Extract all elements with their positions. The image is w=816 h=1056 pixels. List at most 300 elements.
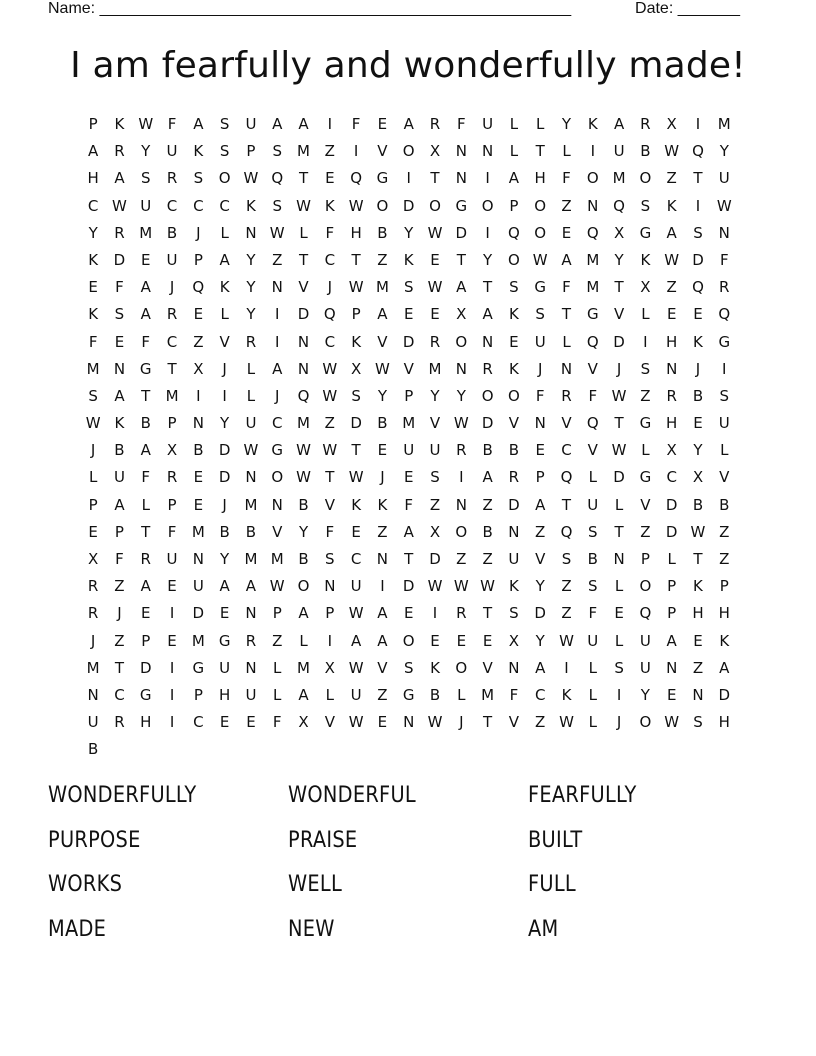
grid-letter[interactable]: W (453, 577, 469, 596)
grid-letter[interactable]: E (141, 604, 151, 623)
grid-letter[interactable]: F (535, 386, 545, 405)
grid-letter[interactable]: Q (613, 196, 625, 215)
grid-letter[interactable]: R (114, 713, 125, 732)
grid-letter[interactable]: L (273, 685, 282, 704)
grid-letter[interactable]: Z (719, 550, 730, 568)
grid-letter[interactable]: Y (246, 305, 256, 324)
grid-letter[interactable]: S (219, 142, 230, 161)
grid-letter[interactable]: A (114, 386, 125, 405)
grid-letter[interactable]: K (403, 250, 414, 269)
grid-letter[interactable]: V (298, 278, 309, 297)
grid-letter[interactable]: D (508, 495, 520, 514)
grid-letter[interactable]: Y (298, 522, 309, 541)
grid-letter[interactable]: T (483, 713, 493, 732)
grid-letter[interactable]: L (588, 468, 597, 487)
grid-letter[interactable]: Z (640, 386, 651, 405)
grid-letter[interactable]: K (219, 278, 230, 297)
grid-letter[interactable]: V (377, 332, 388, 351)
grid-letter[interactable]: L (536, 115, 545, 133)
grid-letter[interactable]: N (481, 142, 494, 161)
grid-letter[interactable]: F (456, 115, 466, 133)
grid-letter[interactable]: Z (272, 250, 283, 269)
grid-letter[interactable]: L (509, 115, 519, 133)
grid-letter[interactable]: E (482, 631, 493, 650)
grid-letter[interactable]: L (299, 631, 308, 650)
grid-letter[interactable]: K (324, 196, 335, 215)
grid-letter[interactable]: U (219, 658, 231, 677)
grid-letter[interactable]: S (588, 577, 598, 596)
grid-letter[interactable]: S (535, 305, 545, 324)
grid-letter[interactable]: Y (614, 250, 624, 269)
grid-letter[interactable]: L (246, 359, 256, 378)
grid-letter[interactable]: U (587, 631, 599, 650)
grid-letter[interactable]: E (403, 604, 414, 623)
grid-letter[interactable]: D (218, 468, 231, 487)
grid-letter[interactable]: P (719, 577, 729, 596)
grid-letter[interactable]: O (429, 196, 441, 215)
grid-letter[interactable]: G (455, 196, 468, 215)
grid-letter[interactable]: I (380, 577, 385, 596)
grid-letter[interactable]: C (193, 196, 204, 215)
grid-letter[interactable]: R (87, 577, 99, 596)
grid-letter[interactable]: O (402, 142, 415, 161)
grid-letter[interactable]: E (430, 305, 440, 324)
grid-letter[interactable]: A (666, 631, 677, 650)
grid-letter[interactable]: F (404, 495, 414, 514)
grid-letter[interactable]: Y (693, 441, 703, 460)
grid-letter[interactable]: K (114, 414, 125, 433)
grid-letter[interactable]: P (640, 550, 650, 568)
grid-letter[interactable]: A (114, 169, 125, 188)
grid-letter[interactable]: W (716, 196, 732, 215)
grid-letter[interactable]: M (402, 414, 416, 433)
grid-letter[interactable]: W (664, 142, 680, 161)
grid-letter[interactable]: S (325, 550, 335, 568)
grid-letter[interactable]: D (665, 495, 678, 514)
grid-letter[interactable]: F (141, 468, 151, 487)
grid-letter[interactable]: B (193, 441, 204, 460)
grid-letter[interactable]: S (693, 713, 703, 732)
grid-letter[interactable]: O (481, 386, 494, 405)
grid-letter[interactable]: S (193, 169, 204, 188)
grid-letter[interactable]: W (427, 577, 443, 596)
grid-letter[interactable]: C (166, 332, 178, 351)
grid-letter[interactable]: Z (429, 495, 441, 514)
grid-letter[interactable]: U (403, 441, 415, 460)
grid-letter[interactable]: I (432, 604, 438, 623)
grid-letter[interactable]: K (246, 196, 256, 215)
grid-letter[interactable]: F (509, 685, 519, 704)
grid-letter[interactable]: C (324, 250, 336, 269)
grid-letter[interactable]: B (508, 441, 520, 460)
grid-letter[interactable]: V (508, 414, 520, 433)
grid-letter[interactable]: I (275, 332, 280, 351)
grid-letter[interactable]: I (406, 169, 411, 188)
grid-letter[interactable]: U (245, 414, 257, 433)
grid-letter[interactable]: P (88, 495, 98, 514)
grid-letter[interactable]: S (509, 278, 519, 297)
grid-letter[interactable]: R (482, 359, 493, 378)
grid-letter[interactable]: B (640, 142, 651, 161)
grid-letter[interactable]: Z (666, 169, 677, 188)
grid-letter[interactable]: L (614, 495, 624, 514)
grid-letter[interactable]: U (429, 441, 441, 460)
grid-letter[interactable]: Q (692, 278, 704, 297)
grid-letter[interactable]: P (404, 386, 414, 405)
grid-letter[interactable]: V (377, 658, 388, 677)
grid-letter[interactable]: L (588, 658, 597, 677)
grid-letter[interactable]: M (612, 169, 626, 188)
grid-letter[interactable]: W (348, 713, 364, 732)
grid-letter[interactable]: O (534, 223, 547, 242)
grid-letter[interactable]: T (483, 278, 493, 297)
grid-letter[interactable]: K (88, 305, 99, 324)
grid-letter[interactable]: P (193, 250, 203, 269)
grid-letter[interactable]: Y (483, 250, 493, 269)
grid-letter[interactable]: T (404, 550, 414, 568)
grid-letter[interactable]: R (640, 115, 651, 133)
grid-letter[interactable]: K (508, 577, 519, 596)
grid-letter[interactable]: W (296, 468, 311, 487)
grid-letter[interactable]: Y (377, 386, 387, 405)
grid-letter[interactable]: N (376, 550, 389, 568)
grid-letter[interactable]: R (429, 332, 441, 351)
grid-letter[interactable]: M (297, 414, 310, 433)
grid-letter[interactable]: V (613, 305, 625, 324)
grid-letter[interactable]: V (403, 359, 414, 378)
grid-letter[interactable]: W (559, 631, 574, 650)
grid-letter[interactable]: Z (272, 631, 283, 650)
grid-letter[interactable]: N (324, 577, 336, 596)
grid-letter[interactable]: N (113, 359, 126, 378)
grid-letter[interactable]: E (561, 223, 572, 242)
grid-letter[interactable]: N (87, 685, 99, 704)
grid-letter[interactable]: Z (640, 522, 651, 541)
grid-letter[interactable]: U (482, 115, 494, 133)
grid-letter[interactable]: E (403, 468, 414, 487)
grid-letter[interactable]: J (196, 223, 201, 242)
grid-letter[interactable]: U (166, 250, 178, 269)
grid-letter[interactable]: F (115, 550, 124, 568)
grid-letter[interactable]: X (508, 631, 520, 650)
grid-letter[interactable]: X (666, 115, 677, 133)
grid-letter[interactable]: K (88, 250, 99, 269)
grid-letter[interactable]: F (325, 522, 335, 541)
grid-letter[interactable]: V (219, 332, 230, 351)
grid-letter[interactable]: X (324, 658, 335, 677)
grid-letter[interactable]: U (192, 577, 204, 596)
grid-letter[interactable]: L (88, 468, 98, 487)
grid-letter[interactable]: A (403, 115, 414, 133)
grid-letter[interactable]: Z (666, 278, 677, 297)
grid-letter[interactable]: B (140, 414, 151, 433)
grid-letter[interactable]: B (692, 386, 704, 405)
grid-letter[interactable]: I (327, 631, 333, 650)
grid-letter[interactable]: T (430, 169, 440, 188)
grid-letter[interactable]: S (272, 142, 282, 161)
grid-letter[interactable]: S (614, 658, 624, 677)
grid-letter[interactable]: M (270, 550, 284, 568)
grid-letter[interactable]: W (348, 468, 364, 487)
grid-letter[interactable]: N (613, 550, 625, 568)
grid-letter[interactable]: I (590, 142, 595, 161)
grid-letter[interactable]: J (90, 631, 96, 650)
grid-letter[interactable]: H (140, 713, 152, 732)
grid-letter[interactable]: Z (456, 550, 467, 568)
grid-letter[interactable]: A (298, 685, 309, 704)
grid-letter[interactable]: B (692, 495, 704, 514)
grid-letter[interactable]: E (456, 631, 467, 650)
grid-letter[interactable]: Y (220, 414, 230, 433)
grid-letter[interactable]: X (193, 359, 204, 378)
grid-letter[interactable]: X (613, 223, 625, 242)
grid-letter[interactable]: U (718, 414, 730, 433)
grid-letter[interactable]: V (324, 713, 335, 732)
grid-letter[interactable]: L (220, 223, 229, 242)
grid-letter[interactable]: E (509, 332, 519, 351)
grid-letter[interactable]: E (88, 522, 98, 541)
grid-letter[interactable]: N (692, 685, 704, 704)
grid-letter[interactable]: B (482, 441, 493, 460)
grid-letter[interactable]: T (614, 414, 624, 433)
grid-letter[interactable]: T (693, 550, 703, 568)
grid-letter[interactable]: U (508, 550, 520, 568)
grid-letter[interactable]: Z (377, 685, 388, 704)
grid-letter[interactable]: G (139, 685, 152, 704)
grid-letter[interactable]: R (429, 115, 441, 133)
grid-letter[interactable]: W (427, 713, 443, 732)
grid-letter[interactable]: W (296, 441, 311, 460)
grid-letter[interactable]: P (272, 604, 282, 623)
grid-letter[interactable]: E (693, 414, 703, 433)
grid-letter[interactable]: A (535, 495, 546, 514)
grid-letter[interactable]: R (456, 604, 467, 623)
grid-letter[interactable]: E (141, 250, 151, 269)
grid-letter[interactable]: H (534, 169, 546, 188)
grid-letter[interactable]: S (351, 386, 361, 405)
grid-letter[interactable]: Z (324, 414, 335, 433)
grid-letter[interactable]: X (666, 441, 677, 460)
grid-letter[interactable]: S (272, 196, 282, 215)
grid-letter[interactable]: H (218, 685, 231, 704)
grid-letter[interactable]: N (455, 359, 467, 378)
grid-letter[interactable]: G (376, 169, 389, 188)
grid-letter[interactable]: X (456, 305, 467, 324)
grid-letter[interactable]: K (693, 332, 703, 351)
grid-letter[interactable]: Q (586, 223, 599, 242)
grid-letter[interactable]: B (245, 522, 257, 541)
grid-letter[interactable]: S (114, 305, 125, 324)
grid-letter[interactable]: B (114, 441, 125, 460)
grid-letter[interactable]: Y (719, 142, 729, 161)
grid-letter[interactable]: W (322, 441, 338, 460)
grid-letter[interactable]: L (562, 142, 571, 161)
grid-letter[interactable]: M (481, 685, 495, 704)
grid-letter[interactable]: D (402, 196, 415, 215)
grid-letter[interactable]: V (508, 713, 520, 732)
grid-letter[interactable]: S (693, 223, 703, 242)
grid-letter[interactable]: Q (507, 223, 520, 242)
grid-letter[interactable]: K (430, 658, 440, 677)
grid-letter[interactable]: R (456, 441, 467, 460)
grid-letter[interactable]: N (666, 359, 678, 378)
grid-letter[interactable]: V (587, 441, 598, 460)
grid-letter[interactable]: V (561, 414, 572, 433)
grid-letter[interactable]: W (480, 577, 496, 596)
grid-letter[interactable]: Y (561, 115, 572, 133)
grid-letter[interactable]: X (88, 550, 99, 568)
grid-letter[interactable]: M (586, 278, 600, 297)
grid-letter[interactable]: U (113, 468, 125, 487)
grid-letter[interactable]: I (196, 386, 201, 405)
grid-letter[interactable]: D (429, 550, 441, 568)
grid-letter[interactable]: S (588, 522, 598, 541)
grid-letter[interactable]: U (350, 685, 362, 704)
grid-letter[interactable]: W (269, 223, 285, 242)
grid-letter[interactable]: N (245, 223, 257, 242)
grid-letter[interactable]: X (640, 278, 651, 297)
grid-letter[interactable]: A (377, 631, 388, 650)
grid-letter[interactable]: A (193, 115, 204, 133)
grid-letter[interactable]: I (169, 658, 175, 677)
grid-letter[interactable]: L (667, 550, 676, 568)
grid-letter[interactable]: H (718, 604, 730, 623)
grid-letter[interactable]: P (141, 631, 151, 650)
grid-letter[interactable]: R (166, 305, 178, 324)
grid-letter[interactable]: N (245, 658, 257, 677)
grid-letter[interactable]: P (246, 142, 256, 161)
grid-letter[interactable]: K (561, 685, 572, 704)
grid-letter[interactable]: B (298, 550, 309, 568)
grid-letter[interactable]: R (245, 332, 257, 351)
grid-letter[interactable]: P (535, 468, 545, 487)
grid-letter[interactable]: A (298, 115, 309, 133)
grid-letter[interactable]: V (377, 142, 388, 161)
grid-letter[interactable]: P (351, 305, 361, 324)
grid-letter[interactable]: J (169, 278, 175, 297)
grid-letter[interactable]: X (298, 713, 309, 732)
grid-letter[interactable]: F (325, 223, 335, 242)
grid-letter[interactable]: L (273, 658, 282, 677)
grid-letter[interactable]: Y (535, 631, 545, 650)
grid-letter[interactable]: S (140, 169, 151, 188)
grid-letter[interactable]: S (403, 278, 414, 297)
grid-letter[interactable]: E (666, 685, 677, 704)
grid-letter[interactable]: M (297, 142, 310, 161)
grid-letter[interactable]: Z (193, 332, 204, 351)
grid-letter[interactable]: F (588, 604, 598, 623)
grid-letter[interactable]: Y (141, 142, 151, 161)
grid-letter[interactable]: Q (350, 169, 363, 188)
grid-letter[interactable]: S (430, 468, 440, 487)
grid-letter[interactable]: R (140, 550, 151, 568)
grid-letter[interactable]: K (351, 495, 362, 514)
grid-letter[interactable]: I (616, 685, 622, 704)
grid-letter[interactable]: U (587, 495, 599, 514)
grid-letter[interactable]: M (375, 278, 389, 297)
grid-letter[interactable]: W (611, 386, 627, 405)
grid-letter[interactable]: W (243, 169, 259, 188)
grid-letter[interactable]: N (245, 604, 257, 623)
grid-letter[interactable]: I (643, 332, 648, 351)
grid-letter[interactable]: Z (114, 577, 125, 596)
grid-letter[interactable]: U (639, 658, 651, 677)
grid-letter[interactable]: Y (220, 550, 230, 568)
grid-letter[interactable]: W (296, 196, 311, 215)
grid-letter[interactable]: M (191, 631, 205, 650)
grid-letter[interactable]: B (219, 522, 230, 541)
grid-letter[interactable]: Q (192, 278, 205, 297)
grid-letter[interactable]: A (298, 604, 309, 623)
grid-letter[interactable]: N (271, 278, 283, 297)
grid-letter[interactable]: W (427, 223, 443, 242)
grid-letter[interactable]: S (403, 658, 414, 677)
grid-letter[interactable]: K (719, 631, 730, 650)
grid-letter[interactable]: U (639, 631, 651, 650)
grid-letter[interactable]: L (720, 441, 729, 460)
grid-letter[interactable]: D (613, 468, 625, 487)
grid-letter[interactable]: D (534, 604, 546, 623)
grid-letter[interactable]: D (481, 414, 494, 433)
grid-letter[interactable]: T (351, 441, 361, 460)
grid-letter[interactable]: W (664, 250, 680, 269)
grid-letter[interactable]: R (666, 386, 677, 405)
grid-letter[interactable]: H (666, 414, 678, 433)
grid-letter[interactable]: M (191, 522, 205, 541)
grid-letter[interactable]: N (192, 550, 204, 568)
grid-letter[interactable]: V (324, 495, 335, 514)
grid-letter[interactable]: Q (271, 169, 284, 188)
grid-letter[interactable]: W (348, 196, 364, 215)
grid-letter[interactable]: J (537, 359, 543, 378)
grid-letter[interactable]: L (614, 631, 624, 650)
grid-letter[interactable]: K (666, 196, 677, 215)
grid-letter[interactable]: Z (561, 196, 572, 215)
grid-letter[interactable]: E (430, 250, 440, 269)
grid-letter[interactable]: E (246, 713, 256, 732)
grid-letter[interactable]: A (140, 305, 151, 324)
grid-letter[interactable]: W (243, 441, 259, 460)
grid-letter[interactable]: T (298, 250, 309, 269)
grid-letter[interactable]: L (141, 495, 150, 514)
grid-letter[interactable]: C (114, 685, 125, 704)
grid-letter[interactable]: A (613, 115, 625, 133)
grid-letter[interactable]: A (666, 223, 677, 242)
grid-letter[interactable]: K (587, 115, 598, 133)
grid-letter[interactable]: K (508, 359, 519, 378)
grid-letter[interactable]: U (718, 169, 730, 188)
grid-letter[interactable]: Y (246, 278, 256, 297)
grid-letter[interactable]: B (377, 414, 388, 433)
grid-letter[interactable]: J (327, 278, 333, 297)
grid-letter[interactable]: E (167, 631, 177, 650)
grid-letter[interactable]: Z (535, 713, 546, 732)
grid-letter[interactable]: G (639, 468, 652, 487)
grid-letter[interactable]: Z (561, 604, 572, 623)
grid-letter[interactable]: N (508, 522, 520, 541)
grid-letter[interactable]: O (455, 658, 468, 677)
grid-letter[interactable]: L (220, 305, 229, 324)
grid-letter[interactable]: I (353, 142, 359, 161)
grid-letter[interactable]: G (218, 631, 231, 650)
grid-letter[interactable]: M (165, 386, 179, 405)
grid-letter[interactable]: E (614, 604, 624, 623)
grid-letter[interactable]: I (222, 386, 227, 405)
grid-letter[interactable]: Q (297, 386, 310, 405)
grid-letter[interactable]: W (532, 250, 548, 269)
grid-letter[interactable]: W (138, 115, 154, 133)
grid-letter[interactable]: K (377, 495, 388, 514)
